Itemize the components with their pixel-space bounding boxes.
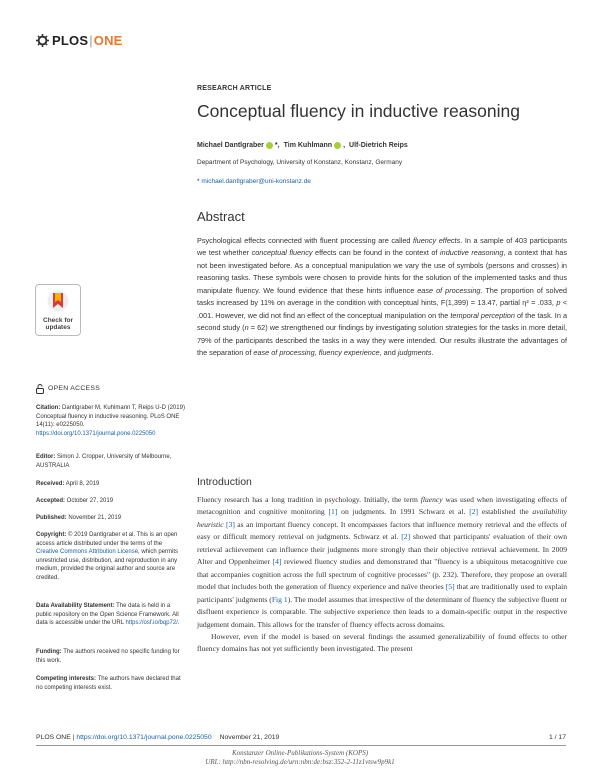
open-lock-icon: [36, 384, 44, 394]
journal-name-plos: PLOS: [52, 33, 89, 48]
author-1[interactable]: Michael Dantlgraber: [197, 142, 264, 149]
reference-link[interactable]: [5]: [445, 582, 455, 592]
bookmark-icon: [47, 290, 69, 314]
kops-line-1: Konstanzer Online-Publikations-System (KOPS): [231, 749, 369, 757]
article-type: RESEARCH ARTICLE: [197, 85, 272, 92]
figure-link[interactable]: Fig 1: [271, 594, 288, 604]
page-number: 1 / 17: [548, 734, 566, 741]
citation-block: Citation: Dantlgraber M, Kuhlmann T, Reips U-D (2019) Conceptual fluency in inductive reasoning. PLoS ONE 14(11): e0225050. https://doi.org/10.1371/journal.pone.0225050: [36, 405, 185, 437]
open-access-label: OPEN ACCESS: [36, 384, 186, 394]
orcid-icon[interactable]: [266, 142, 273, 149]
journal-name-one: ONE: [93, 33, 123, 48]
introduction-body: Fluency research has a long tradition in psychology. Initially, the term fluency was used when investigating effects of metacognition and cognitive monitoring [1] on judgments. In 1991 Schwarz et al. [2] established the availability heuristic [3] as an important fluency concept. It encompasses factors that influence memory retrieval and the effects of easy or difficult memory retrieval on judgments. Schwarz et al. [2] showed that participants' evaluation of their own retrieval achievement can influence their judgments more strongly than their objective retrieval achievement. In 2009 Alter and Oppenheimer [4] reviewed fluency studies and demonstrated that "fluency is a ubiquitous metacognitive cue that accompanies cognition across the full spectrum of cognitive processes" (p. 232). Therefore, they propose an overall model that includes both the generation of fluency experience and naïve theories [5] that are traditionally used to explain participants' judgments (Fig 1). The model assumes that irrespective of the determinant of fluency the subjective fluent or disfluent experience is comparable. The subjective experience then leads to a domain-specific output in the respective judgement domain. This allows for the transfer of fluency effects across domains. However, even if the model is based on several findings the assumed generalizability of found effects to other fluency domains has not yet sufficiently been investigated. The present: [197, 495, 567, 654]
correspondence-email-link[interactable]: michael.dantlgraber@uni-konstanz.de: [201, 178, 311, 185]
orcid-icon[interactable]: [334, 142, 341, 149]
journal-separator: |: [89, 33, 93, 48]
reference-link[interactable]: [1]: [328, 507, 338, 517]
journal-logo: [36, 33, 123, 48]
copyright-block: Copyright: © 2019 Dantlgraber et al. This is an open access article distributed under the terms of the Creative Commons Attribution License, which permits unrestricted use, distribution, and reproduction in any medium, provided the original author and source are credited.: [36, 532, 179, 581]
funding-block: Funding: The authors received no specific funding for this work.: [36, 649, 180, 664]
author-list: [197, 142, 567, 149]
plos-logo-icon: [36, 34, 49, 47]
article-title: Conceptual fluency in inductive reasoning: [197, 101, 520, 121]
footer-divider: [36, 745, 566, 746]
check-for-updates-button[interactable]: Check for updates: [35, 284, 81, 336]
author-2[interactable]: Tim Kuhlmann: [283, 142, 333, 149]
data-url-link[interactable]: https://osf.io/bqp72/: [125, 620, 178, 627]
reference-link[interactable]: [3]: [226, 519, 235, 529]
citation-doi-link[interactable]: https://doi.org/10.1371/journal.pone.0225050: [36, 430, 156, 437]
published-date: Published: November 21, 2019: [36, 515, 122, 521]
abstract-heading: Abstract: [197, 209, 245, 224]
footer-date: November 21, 2019: [219, 734, 280, 741]
reference-link[interactable]: [2]: [469, 507, 479, 517]
received-date: Received: April 8, 2019: [36, 481, 100, 487]
author-2-mark: ,: [343, 142, 346, 149]
author-3[interactable]: Ulf-Dietrich Reips: [349, 142, 408, 149]
abstract-body: Psychological effects connected with fluent processing are called fluency effects. In a sample of 403 participants we test whether conceptual fluency effects can be found in the context of inductive reasoning, a context that has not been investigated before. As a conceptual manipulation we vary the use of symbols (persons and crosses) in reasoning tasks. These symbols were chosen to provide hints for the solution of the implemented tasks and thus manipulate fluency. We found evidence that these hints influence ease of processing. The proportion of solved tasks increased by 11% on average in the condition with conceptual hints, F(1,399) = 13.47, partial η² = .033, p < .001. However, we did not find an effect of the conceptual manipulation on the temporal perception of the task. In a second study (n = 62) we strengthened our findings by investigating solution strategies for the tasks in more detail, 79% of the participants described the tasks in a way they were intended. Our results illustrate the advantages of the separation of ease of processing, fluency experience, and judgments.: [197, 236, 568, 358]
footer-doi-link[interactable]: https://doi.org/10.1371/journal.pone.0225050: [76, 734, 212, 741]
kops-url[interactable]: URL: http://nbn-resolving.de/urn:nbn:de:bsz:352-2-11z1vtsw9p9k1: [205, 758, 395, 766]
affiliation: Department of Psychology, University of Konstanz, Konstanz, Germany: [197, 159, 403, 166]
competing-interests-block: Competing interests: The authors have declared that no competing interests exist.: [36, 676, 181, 691]
license-link[interactable]: Creative Commons Attribution License: [36, 549, 139, 556]
accepted-date: Accepted: October 27, 2019: [36, 498, 114, 504]
footer-journal: PLOS ONE: [36, 734, 71, 741]
correspondence: * michael.dantlgraber@uni-konstanz.de: [197, 178, 311, 185]
reference-link[interactable]: [4]: [272, 557, 282, 567]
introduction-heading: Introduction: [197, 476, 252, 488]
author-1-mark: *,: [274, 142, 280, 149]
editor-block: Editor: Simon J. Cropper, University of Melbourne, AUSTRALIA: [36, 454, 172, 469]
reference-link[interactable]: [2]: [401, 532, 411, 542]
page-footer: PLOS ONE | https://doi.org/10.1371/journal.pone.0225050 November 21, 2019 1 / 17: [36, 734, 566, 741]
data-availability-block: Data Availability Statement: The data is held in a public repository on the Open Science Framework. All data is accessible under the URL https://osf.io/bqp72/.: [36, 603, 180, 627]
